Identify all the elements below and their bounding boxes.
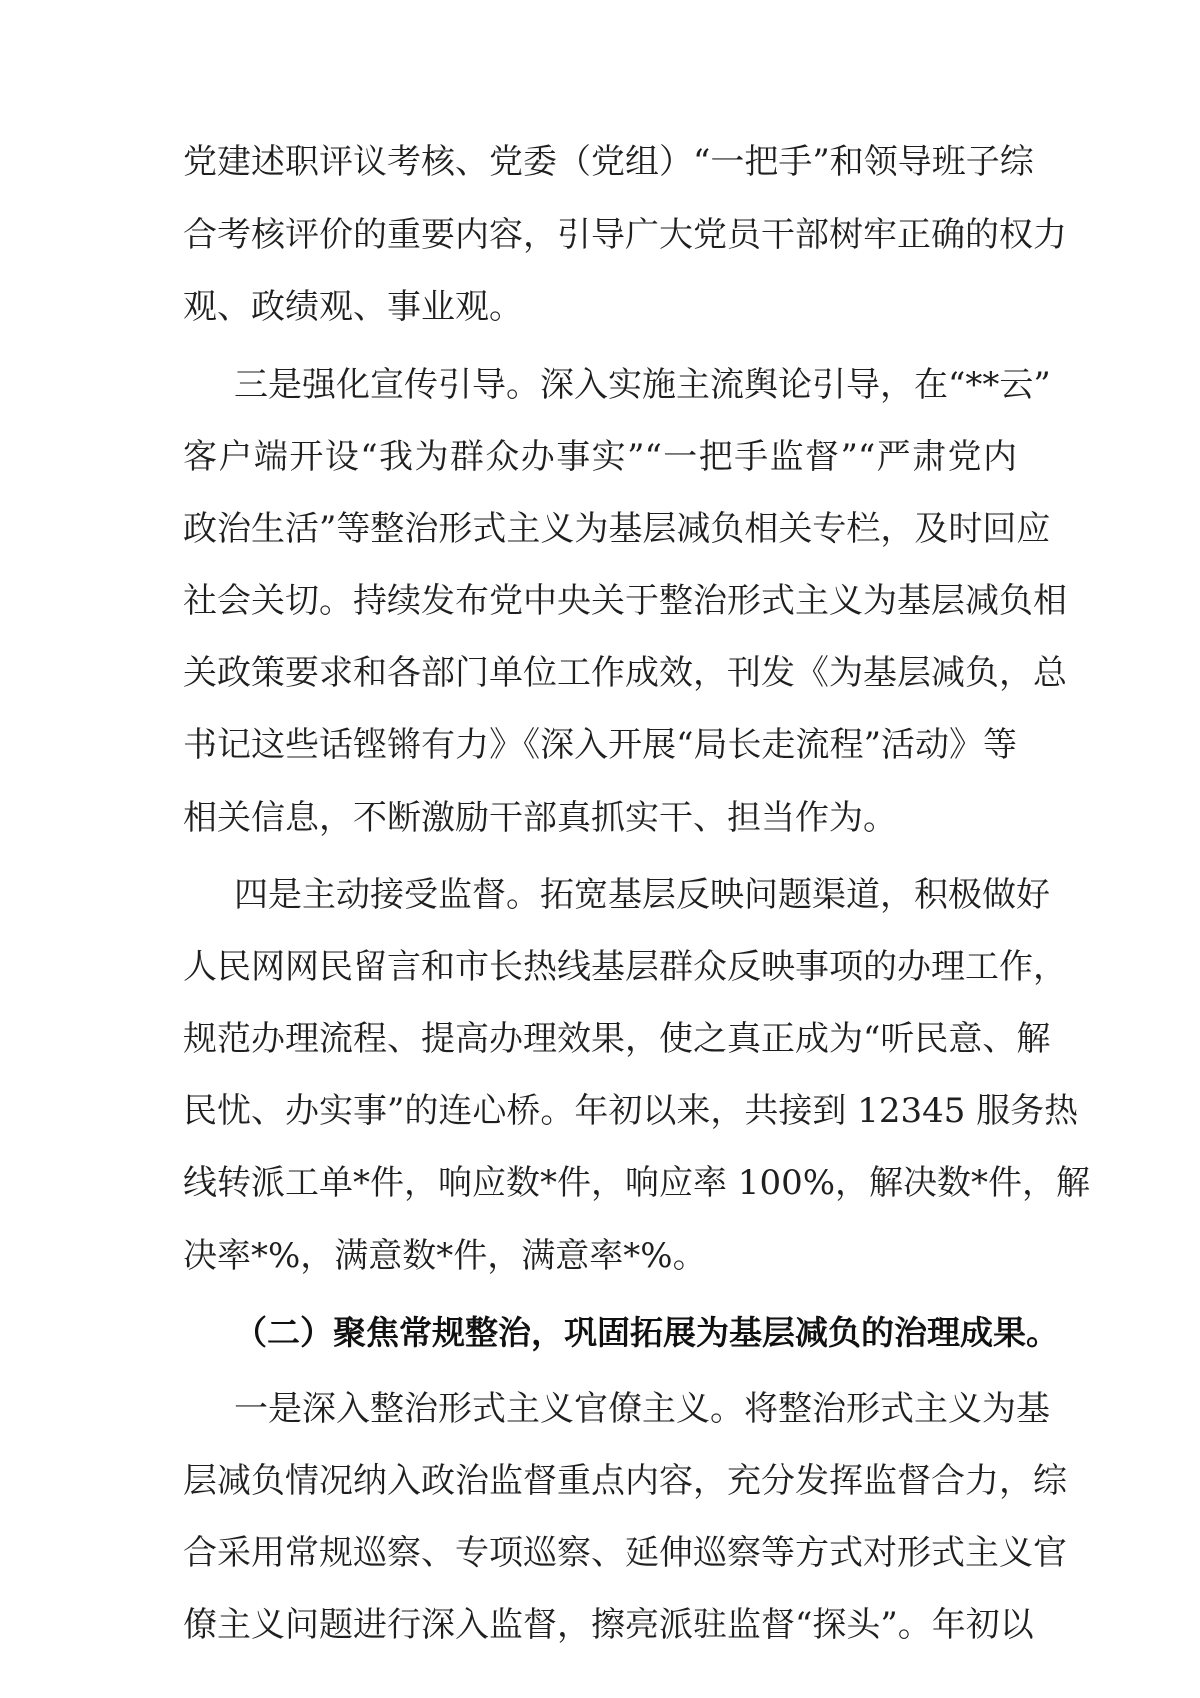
paragraph-1-line-2: 合考核评价的重要内容，引导广大党员干部树牢正确的权力	[183, 215, 1067, 255]
paragraph-1-line-3: 观、政绩观、事业观。	[183, 287, 523, 327]
paragraph-4-line-1: 一是深入整治形式主义官僚主义。将整治形式主义为基	[234, 1389, 1050, 1429]
paragraph-1-line-1: 党建述职评议考核、党委（党组）“一把手”和领导班子综	[183, 142, 1034, 182]
paragraph-2-line-5: 关政策要求和各部门单位工作成效，刊发《为基层减负，总	[183, 653, 1067, 693]
paragraph-3-line-4: 民忧、办实事”的连心桥。年初以来，共接到 12345 服务热	[183, 1091, 1079, 1131]
paragraph-2-line-7: 相关信息，不断激励干部真抓实干、担当作为。	[183, 798, 897, 838]
paragraph-3-line-3: 规范办理流程、提高办理效果，使之真正成为“听民意、解	[183, 1019, 1051, 1059]
paragraph-4-line-4: 僚主义问题进行深入监督，擦亮派驻监督“探头”。年初以	[183, 1605, 1034, 1645]
paragraph-4-line-3: 合采用常规巡察、专项巡察、延伸巡察等方式对形式主义官	[183, 1533, 1067, 1573]
paragraph-4-line-2: 层减负情况纳入政治监督重点内容，充分发挥监督合力，综	[183, 1461, 1067, 1501]
paragraph-3-line-2: 人民网网民留言和市长热线基层群众反映事项的办理工作，	[183, 947, 1067, 987]
section-heading: （二）聚焦常规整治，巩固拓展为基层减负的治理成果。	[234, 1313, 1059, 1352]
paragraph-3-line-6: 决率*%，满意数*件，满意率*%。	[183, 1236, 707, 1276]
paragraph-3-line-1: 四是主动接受监督。拓宽基层反映问题渠道，积极做好	[234, 875, 1050, 915]
paragraph-2-line-4: 社会关切。持续发布党中央关于整治形式主义为基层减负相	[183, 581, 1067, 621]
paragraph-3-line-5: 线转派工单*件，响应数*件，响应率 100%，解决数*件，解	[183, 1163, 1091, 1203]
paragraph-2-line-2: 客户端开设“我为群众办事实”“一把手监督”“严肃党内	[183, 437, 1017, 477]
paragraph-2-line-3: 政治生活”等整治形式主义为基层减负相关专栏，及时回应	[183, 509, 1051, 549]
paragraph-2-line-6: 书记这些话铿锵有力》《深入开展“局长走流程”活动》等	[183, 725, 1017, 765]
paragraph-2-line-1: 三是强化宣传引导。深入实施主流舆论引导，在“**云”	[234, 365, 1051, 405]
